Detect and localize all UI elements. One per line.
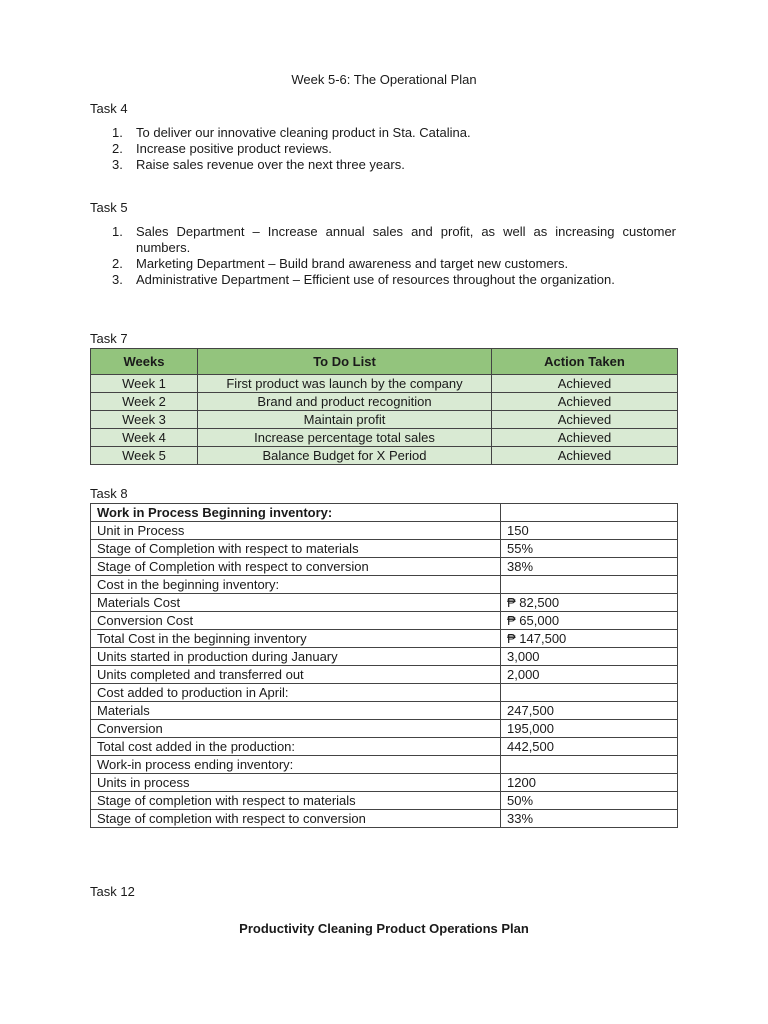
- item-label-cell: Total Cost in the beginning inventory: [91, 630, 501, 648]
- table-cell: Achieved: [492, 429, 678, 447]
- table-cell: Achieved: [492, 375, 678, 393]
- item-value-cell: 195,000: [501, 720, 678, 738]
- item-label-cell: Stage of Completion with respect to materials: [91, 540, 501, 558]
- table-cell: Week 4: [91, 429, 198, 447]
- item-value-cell: 247,500: [501, 702, 678, 720]
- item-value-cell: 3,000: [501, 648, 678, 666]
- table-row: [91, 612, 678, 630]
- table-cell: Achieved: [492, 411, 678, 429]
- table-row: [91, 684, 678, 702]
- item-label-cell: Total cost added in the production:: [91, 738, 501, 756]
- section-subtitle: Productivity Cleaning Product Operations Plan: [239, 921, 529, 936]
- item-value-cell: [501, 756, 678, 774]
- item-value-cell: [501, 504, 678, 522]
- item-value-cell: 2,000: [501, 666, 678, 684]
- item-value-cell: [501, 684, 678, 702]
- table-row: [91, 738, 678, 756]
- table-row: [91, 630, 678, 648]
- table-row: [91, 792, 678, 810]
- item-value-cell: 33%: [501, 810, 678, 828]
- item-value-cell: 38%: [501, 558, 678, 576]
- table-row: [91, 447, 678, 465]
- table-row: [91, 648, 678, 666]
- task8-table: [90, 503, 678, 828]
- col-header-weeks: Weeks: [91, 349, 198, 375]
- item-label-cell: Materials Cost: [91, 594, 501, 612]
- item-value-cell: ₱ 65,000: [501, 612, 678, 630]
- table-row: [91, 429, 678, 447]
- item-label-cell: Stage of completion with respect to conversion: [91, 810, 501, 828]
- table-cell: Week 3: [91, 411, 198, 429]
- task4-label: Task 4: [90, 101, 128, 116]
- table-row: [91, 576, 678, 594]
- item-label-cell: Stage of completion with respect to materials: [91, 792, 501, 810]
- table-cell: First product was launch by the company: [198, 375, 492, 393]
- table-row: [91, 375, 678, 393]
- table-row: [91, 666, 678, 684]
- table-cell: Week 1: [91, 375, 198, 393]
- table-row: [91, 810, 678, 828]
- table-row: [91, 540, 678, 558]
- table-cell: Achieved: [492, 393, 678, 411]
- item-label-cell: Units in process: [91, 774, 501, 792]
- task7-label: Task 7: [90, 331, 128, 346]
- item-label-cell: Conversion Cost: [91, 612, 501, 630]
- item-value-cell: 50%: [501, 792, 678, 810]
- table-cell: Week 5: [91, 447, 198, 465]
- table-cell: Balance Budget for X Period: [198, 447, 492, 465]
- list-item: 1. Sales Department – Increase annual sales and profit, as well as increasing customer numbers.: [112, 224, 676, 255]
- table-row: [91, 702, 678, 720]
- item-label-cell: Conversion: [91, 720, 501, 738]
- item-value-cell: ₱ 147,500: [501, 630, 678, 648]
- item-value-cell: ₱ 82,500: [501, 594, 678, 612]
- task5-label: Task 5: [90, 200, 128, 215]
- item-value-cell: 150: [501, 522, 678, 540]
- table-cell: Increase percentage total sales: [198, 429, 492, 447]
- table-cell: Achieved: [492, 447, 678, 465]
- table-cell: Brand and product recognition: [198, 393, 492, 411]
- table-row: [91, 756, 678, 774]
- item-value-cell: 55%: [501, 540, 678, 558]
- item-label-cell: Units completed and transferred out: [91, 666, 501, 684]
- table-row: [91, 504, 678, 522]
- table-header-row: [91, 349, 678, 375]
- item-value-cell: 1200: [501, 774, 678, 792]
- item-label-cell: Cost in the beginning inventory:: [91, 576, 501, 594]
- task7-table: [90, 348, 678, 465]
- task4-list: [112, 125, 676, 173]
- list-item: 1. To deliver our innovative cleaning product in Sta. Catalina.: [112, 125, 471, 140]
- task8-label: Task 8: [90, 486, 128, 501]
- item-label-cell: Work in Process Beginning inventory:: [91, 504, 501, 522]
- page-title: Week 5-6: The Operational Plan: [291, 72, 477, 87]
- item-label-cell: Materials: [91, 702, 501, 720]
- col-header-action: Action Taken: [492, 349, 678, 375]
- table-cell: Week 2: [91, 393, 198, 411]
- table-row: [91, 774, 678, 792]
- task12-label: Task 12: [90, 884, 135, 899]
- table-row: [91, 522, 678, 540]
- table-row: [91, 411, 678, 429]
- list-item: 3. Raise sales revenue over the next three years.: [112, 157, 405, 172]
- table-cell: Maintain profit: [198, 411, 492, 429]
- list-item: 3. Administrative Department – Efficient use of resources throughout the organization.: [112, 272, 615, 287]
- item-label-cell: Stage of Completion with respect to conversion: [91, 558, 501, 576]
- list-item: 2. Marketing Department – Build brand awareness and target new customers.: [112, 256, 569, 271]
- item-label-cell: Work-in process ending inventory:: [91, 756, 501, 774]
- task5-list: [112, 224, 676, 288]
- table-row: [91, 558, 678, 576]
- list-item: 2. Increase positive product reviews.: [112, 141, 332, 156]
- item-label-cell: Cost added to production in April:: [91, 684, 501, 702]
- item-label-cell: Unit in Process: [91, 522, 501, 540]
- table-row: [91, 720, 678, 738]
- item-value-cell: [501, 576, 678, 594]
- table-row: [91, 393, 678, 411]
- table-row: [91, 594, 678, 612]
- item-label-cell: Units started in production during January: [91, 648, 501, 666]
- col-header-todo: To Do List: [198, 349, 492, 375]
- item-value-cell: 442,500: [501, 738, 678, 756]
